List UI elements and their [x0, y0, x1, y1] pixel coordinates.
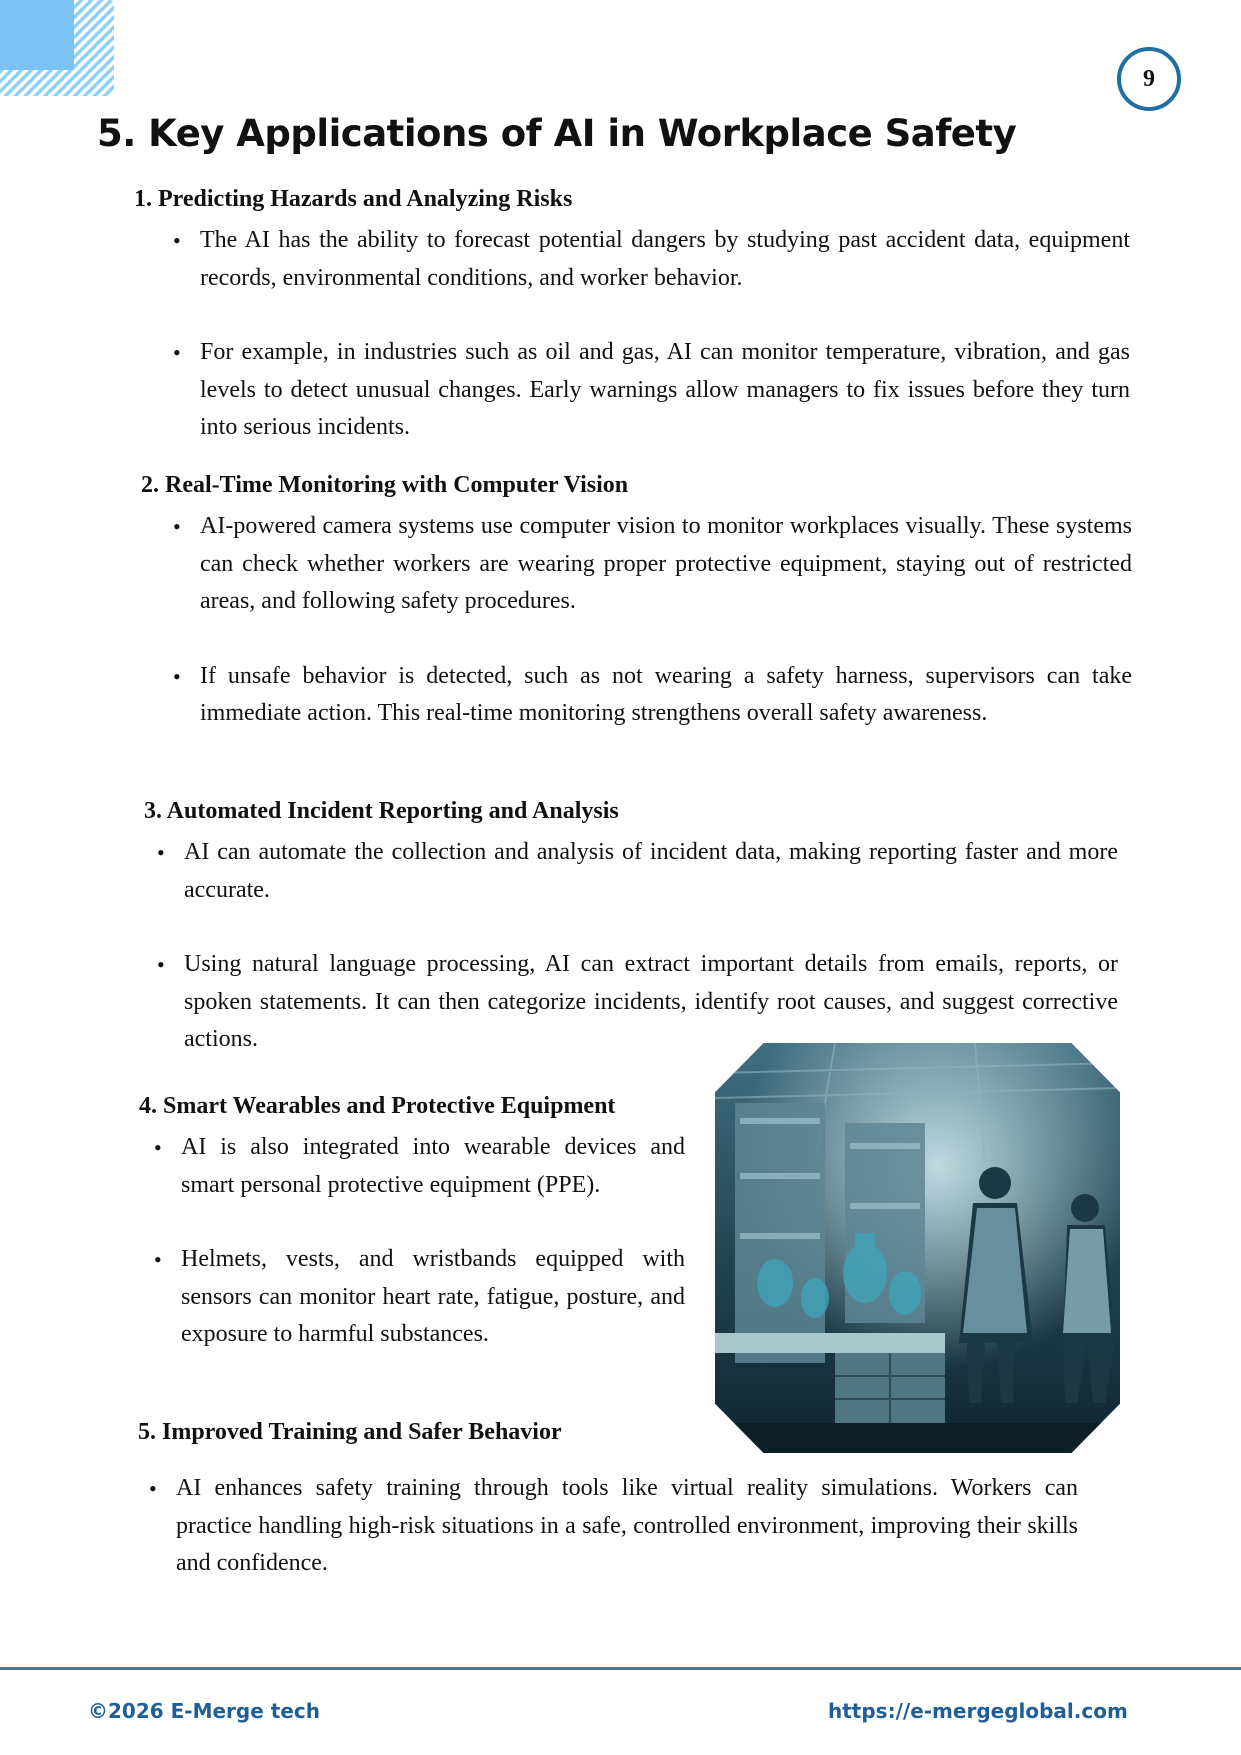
bullet-item: • The AI has the ability to forecast potential dangers by studying past accident data, equipment records, environmental conditions, and worker behavior. — [200, 222, 1130, 297]
footer-copyright: ©2026 E-Merge tech — [88, 1699, 320, 1723]
bullet-item: • AI-powered camera systems use computer vision to monitor workplaces visually. These systems can check whether workers are wearing proper protective equipment, staying out of restricted areas, and following safety procedures. — [200, 508, 1132, 621]
page-number-badge — [1117, 47, 1181, 111]
bullet-list — [200, 508, 1132, 733]
section-smart-wearables — [139, 1090, 685, 1354]
section-predicting-hazards — [134, 183, 1130, 447]
corner-decoration — [0, 0, 120, 100]
footer-divider — [0, 1667, 1241, 1670]
bullet-item: • Helmets, vests, and wristbands equipped with sensors can monitor heart rate, fatigue, posture, and exposure to harmful substances. — [181, 1241, 685, 1354]
section-heading: 4. Smart Wearables and Protective Equipment — [139, 1093, 616, 1119]
bullet-list — [184, 834, 1118, 1059]
section-heading: 1. Predicting Hazards and Analyzing Risks — [134, 186, 573, 212]
section-heading: 2. Real-Time Monitoring with Computer Vision — [141, 472, 629, 498]
laboratory-photo — [715, 1043, 1120, 1453]
laboratory-illustration — [715, 1043, 1120, 1453]
bullet-item: • AI is also integrated into wearable devices and smart personal protective equipment (PPE). — [181, 1129, 685, 1204]
bullet-item: • Using natural language processing, AI can extract important details from emails, reports, or spoken statements. It can then categorize incidents, identify root causes, and suggest corrective actions. — [184, 946, 1118, 1059]
section-heading: 3. Automated Incident Reporting and Analysis — [144, 798, 619, 824]
bullet-item: • For example, in industries such as oil and gas, AI can monitor temperature, vibration, and gas levels to detect unusual changes. Early warnings allow managers to fix issues before they turn into serious incidents. — [200, 334, 1130, 447]
bullet-list — [181, 1129, 685, 1354]
bullet-list — [200, 222, 1130, 447]
section-heading: 5. Improved Training and Safer Behavior — [138, 1419, 562, 1445]
bullet-item: • AI enhances safety training through tools like virtual reality simulations. Workers can practice handling high-risk situations in a safe, controlled environment, improving their skills and confidence. — [176, 1470, 1078, 1583]
section-incident-reporting — [144, 795, 1118, 1059]
page-title: 5. Key Applications of AI in Workplace Safety — [97, 112, 1017, 155]
section-realtime-monitoring — [141, 469, 1132, 733]
bullet-list — [176, 1470, 1078, 1583]
footer-url-link[interactable]: https://e-mergeglobal.com — [828, 1699, 1128, 1723]
bullet-item: • If unsafe behavior is detected, such as not wearing a safety harness, supervisors can take immediate action. This real-time monitoring strengthens overall safety awareness. — [200, 658, 1132, 733]
page-number: 9 — [1143, 65, 1155, 92]
bullet-item: • AI can automate the collection and analysis of incident data, making reporting faster and more accurate. — [184, 834, 1118, 909]
